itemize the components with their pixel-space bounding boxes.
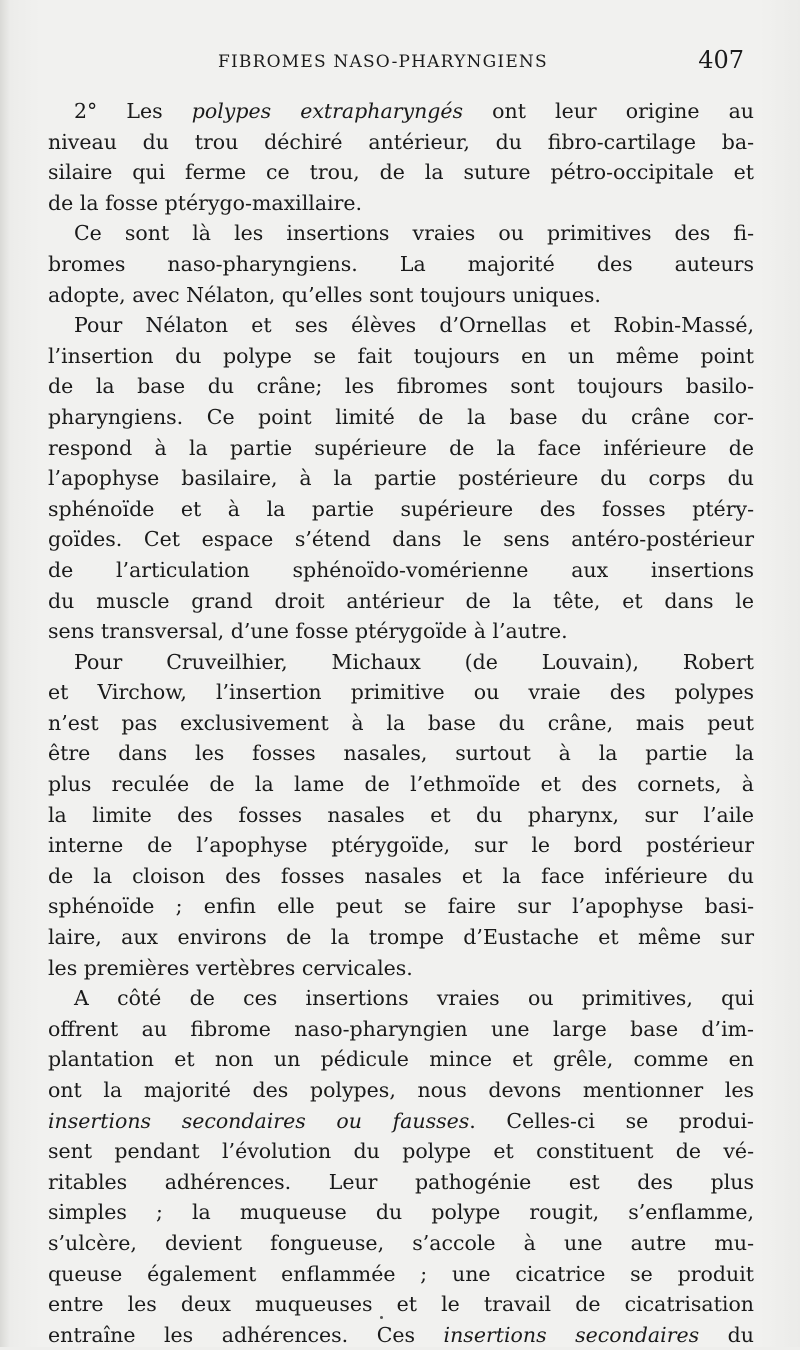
- page-number: 407: [698, 46, 744, 74]
- text-line: de la base du crâne; les fibromes sont toujours basilo-: [48, 374, 754, 399]
- text-line: sens transversal, d’une fosse ptérygoïde à l’autre.: [48, 619, 568, 644]
- text-line: plantation et non un pédicule mince et grêle, comme en: [48, 1047, 754, 1072]
- text-line: adopte, avec Nélaton, qu’elles sont toujours uniques.: [48, 282, 601, 307]
- text-line: 2° Les polypes extrapharyngés ont leur origine au: [74, 99, 754, 123]
- text-line: être dans les fosses nasales, surtout à la partie la: [48, 741, 754, 766]
- text-line: laire, aux environs de la trompe d’Eustache et même sur: [48, 925, 754, 950]
- text-line: plus reculée de la lame de l’ethmoïde et des cornets, à: [48, 772, 754, 797]
- text-line: offrent au fibrome naso-pharyngien une large base d’im-: [48, 1016, 754, 1041]
- text-line: ritables adhérences. Leur pathogénie est des plus: [48, 1169, 754, 1194]
- text-line: simples ; la muqueuse du polype rougit, s’enflamme,: [48, 1200, 754, 1225]
- text-line: pharyngiens. Ce point limité de la base du crâne cor-: [48, 404, 754, 429]
- text-line: n’est pas exclusivement à la base du crâne, mais peut: [48, 710, 754, 735]
- text-line: entraîne les adhérences. Ces insertions secondaires du: [48, 1322, 755, 1347]
- text-line: et Virchow, l’insertion primitive ou vraie des polypes: [48, 680, 754, 705]
- text-line: A côté de ces insertions vraies ou primitives, qui: [74, 986, 754, 1011]
- text-line: de l’articulation sphénoïdo-vomérienne aux insertions: [48, 557, 754, 582]
- body-text: [48, 96, 754, 1350]
- text-line: Ce sont là les insertions vraies ou primitives des fi-: [74, 221, 754, 246]
- text-line: ont la majorité des polypes, nous devons mentionner les: [48, 1078, 754, 1102]
- text-line: respond à la partie supérieure de la face inférieure de: [48, 435, 754, 460]
- text-line: sphénoïde et à la partie supérieure des fosses ptéry-: [48, 496, 754, 521]
- text-line: s’ulcère, devient fongueuse, s’accole à une autre mu-: [48, 1230, 754, 1255]
- running-head: FIBROMES NASO-PHARYNGIENS: [218, 52, 548, 72]
- text-line: bromes naso-pharyngiens. La majorité des auteurs: [48, 251, 754, 276]
- text-line: la limite des fosses nasales et du pharynx, sur l’aile: [48, 802, 754, 827]
- text-line: de la cloison des fosses nasales et la face inférieure du: [48, 863, 754, 888]
- print-speck: [380, 1316, 383, 1319]
- text-line: de la fosse ptérygo-maxillaire.: [48, 190, 363, 215]
- text-line: sphénoïde ; enfin elle peut se faire sur l’apophyse basi-: [48, 894, 754, 919]
- text-line: Pour Nélaton et ses élèves d’Ornellas et Robin-Massé,: [74, 313, 754, 338]
- text-line: entre les deux muqueuses et le travail de cicatrisation: [48, 1292, 754, 1317]
- page-header: [0, 46, 800, 76]
- text-line: niveau du trou déchiré antérieur, du fibro-cartilage ba-: [48, 129, 754, 154]
- text-line: insertions secondaires ou fausses. Celles-ci se produi-: [48, 1108, 754, 1133]
- text-line: interne de l’apophyse ptérygoïde, sur le bord postérieur: [48, 833, 754, 858]
- text-line: sent pendant l’évolution du polype et constituent de vé-: [48, 1139, 754, 1164]
- text-line: les premières vertèbres cervicales.: [48, 955, 413, 980]
- text-line: goïdes. Cet espace s’étend dans le sens antéro-postérieur: [48, 527, 754, 552]
- text-line: queuse également enflammée ; une cicatrice se produit: [48, 1261, 754, 1286]
- text-line: l’apophyse basilaire, à la partie postérieure du corps du: [48, 466, 754, 491]
- text-line: l’insertion du polype se fait toujours en un même point: [48, 343, 754, 368]
- text-line: Pour Cruveilhier, Michaux (de Louvain), Robert: [74, 649, 754, 674]
- text-line: du muscle grand droit antérieur de la tête, et dans le: [48, 588, 754, 613]
- text-line: silaire qui ferme ce trou, de la suture pétro-occipitale et: [48, 160, 754, 185]
